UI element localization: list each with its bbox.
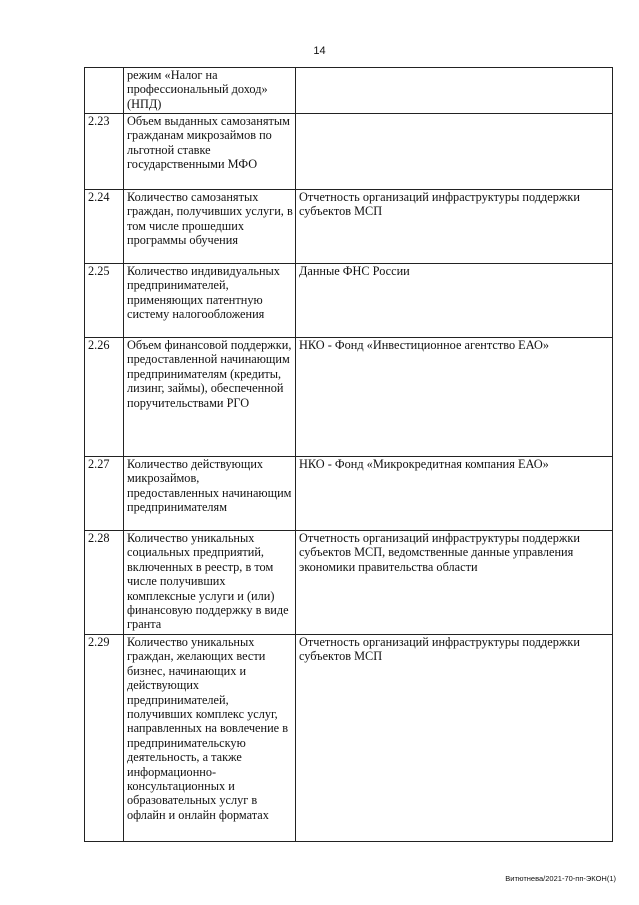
table-row <box>85 531 613 635</box>
table-row <box>85 457 613 531</box>
table-row <box>85 190 613 264</box>
table-row <box>85 635 613 842</box>
indicator-name: Объем финансовой поддержки, предоставленной начинающим предпринимателям (кредиты, лизинг, займы), обеспеченной поручительствами РГО <box>124 338 296 457</box>
row-number <box>85 68 124 114</box>
data-source <box>296 68 613 114</box>
data-source: Данные ФНС России <box>296 264 613 338</box>
row-number: 2.28 <box>85 531 124 635</box>
indicator-name: режим «Налог на профессиональный доход» (НПД) <box>124 68 296 114</box>
indicator-name: Количество самозанятых граждан, получивших услуги, в том числе прошедших программы обучения <box>124 190 296 264</box>
row-number: 2.29 <box>85 635 124 842</box>
data-source: Отчетность организаций инфраструктуры поддержки субъектов МСП, ведомственные данные управления экономики правительства области <box>296 531 613 635</box>
data-source: Отчетность организаций инфраструктуры поддержки субъектов МСП <box>296 635 613 842</box>
row-number: 2.25 <box>85 264 124 338</box>
row-number: 2.24 <box>85 190 124 264</box>
page-number: 14 <box>313 45 326 57</box>
data-source: НКО - Фонд «Инвестиционное агентство ЕАО» <box>296 338 613 457</box>
document-code: Витютнева/2021-70-пп-ЭКОН(1) <box>505 874 616 883</box>
row-number: 2.26 <box>85 338 124 457</box>
indicator-name: Количество действующих микрозаймов, предоставленных начинающим предпринимателям <box>124 457 296 531</box>
indicators-table <box>84 67 613 842</box>
table-row <box>85 338 613 457</box>
indicator-name: Количество уникальных социальных предприятий, включенных в реестр, в том числе получивших комплексные услуги и (или) финансовую поддержку в виде гранта <box>124 531 296 635</box>
row-number: 2.23 <box>85 114 124 190</box>
indicator-name: Объем выданных самозанятым гражданам микрозаймов по льготной ставке государственными МФО <box>124 114 296 190</box>
data-source: НКО - Фонд «Микрокредитная компания ЕАО» <box>296 457 613 531</box>
row-number: 2.27 <box>85 457 124 531</box>
table-row <box>85 114 613 190</box>
table-row <box>85 68 613 114</box>
data-source: Отчетность организаций инфраструктуры поддержки субъектов МСП <box>296 190 613 264</box>
data-source <box>296 114 613 190</box>
indicator-name: Количество уникальных граждан, желающих вести бизнес, начинающих и действующих предпринимателей, получивших комплекс услуг, направленных на вовлечение в предпринимательскую деятельность, а также информационно-консультационных и образовательных услуг в офлайн и онлайн форматах <box>124 635 296 842</box>
table-row <box>85 264 613 338</box>
indicator-name: Количество индивидуальных предпринимателей, применяющих патентную систему налогообложения <box>124 264 296 338</box>
